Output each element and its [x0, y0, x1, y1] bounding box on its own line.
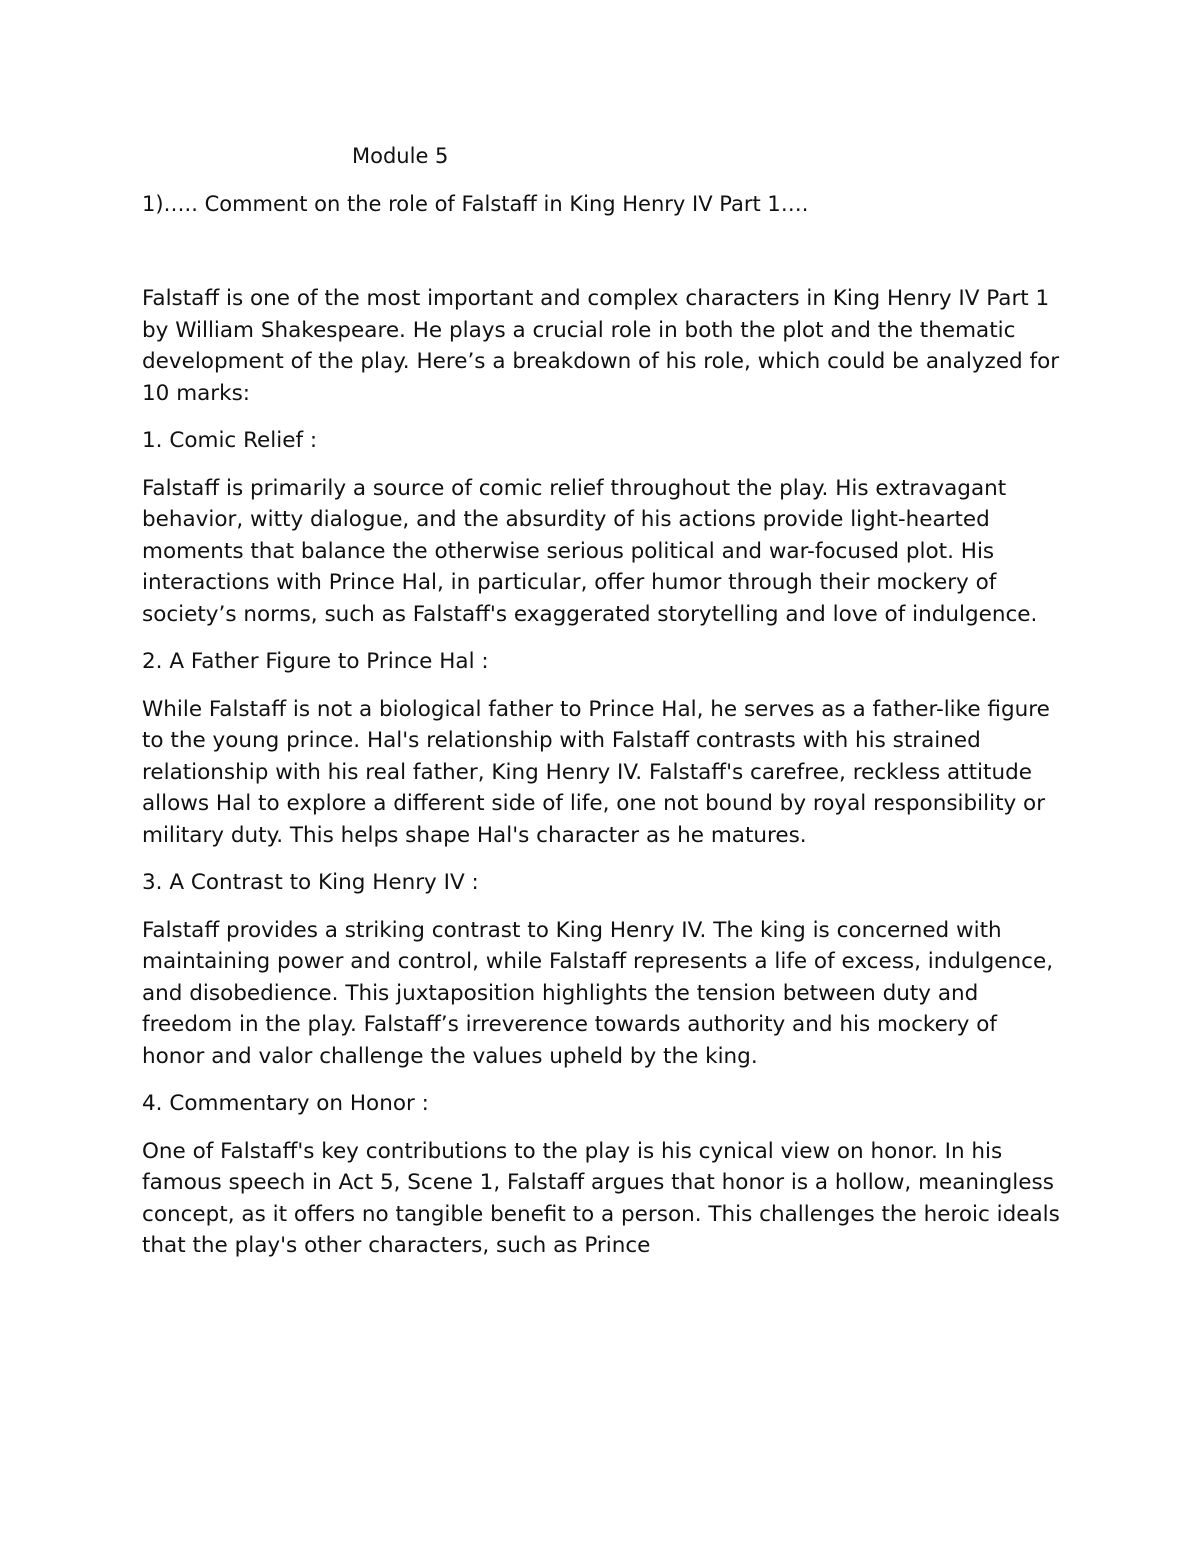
section-heading-contrast-king: 3. A Contrast to King Henry IV :	[142, 870, 479, 895]
document-body	[142, 283, 1062, 1278]
module-title: Module 5	[352, 144, 449, 168]
section-heading-honor: 4. Commentary on Honor :	[142, 1091, 429, 1116]
honor-paragraph: One of Falstaff's key contributions to the play is his cynical view on honor. In his famous speech in Act 5, Scene 1, Falstaff argues that honor is a hollow, meaningless concept, as it offers no tangible benefit to a person. This challenges the heroic ideals that the play's other characters, such as Prince	[142, 1138, 1060, 1258]
intro-paragraph: Falstaff is one of the most important and complex characters in King Henry IV Part 1 by William Shakespeare. He plays a crucial role in both the plot and the thematic development of the play. Here’s a breakdown of his role, which could be analyzed for 10 marks:	[142, 286, 1060, 406]
section-heading-comic-relief: 1. Comic Relief :	[142, 428, 318, 453]
question-text: 1)….. Comment on the role of Falstaff in King Henry IV Part 1….	[142, 192, 809, 216]
contrast-king-paragraph: Falstaff provides a striking contrast to King Henry IV. The king is concerned with maintaining power and control, while Falstaff represents a life of excess, indulgence, and disobedience. This juxtaposition highlights the tension between duty and freedom in the play. Falstaff’s irreverence towards authority and his mockery of honor and valor challenge the values upheld by the king.	[142, 917, 1054, 1069]
comic-relief-paragraph: Falstaff is primarily a source of comic relief throughout the play. His extravagant behavior, witty dialogue, and the absurdity of his actions provide light-hearted moments that balance the otherwise serious political and war-focused plot. His interactions with Prince Hal, in particular, offer humor through their mockery of society’s norms, such as Falstaff's exaggerated storytelling and love of indulgence.	[142, 475, 1038, 627]
section-heading-father-figure: 2. A Father Figure to Prince Hal :	[142, 649, 489, 674]
father-figure-paragraph: While Falstaff is not a biological father to Prince Hal, he serves as a father-like figure to the young prince. Hal's relationship with Falstaff contrasts with his strained relationship with his real father, King Henry IV. Falstaff's carefree, reckless attitude allows Hal to explore a different side of life, one not bound by royal responsibility or military duty. This helps shape Hal's character as he matures.	[142, 696, 1050, 848]
